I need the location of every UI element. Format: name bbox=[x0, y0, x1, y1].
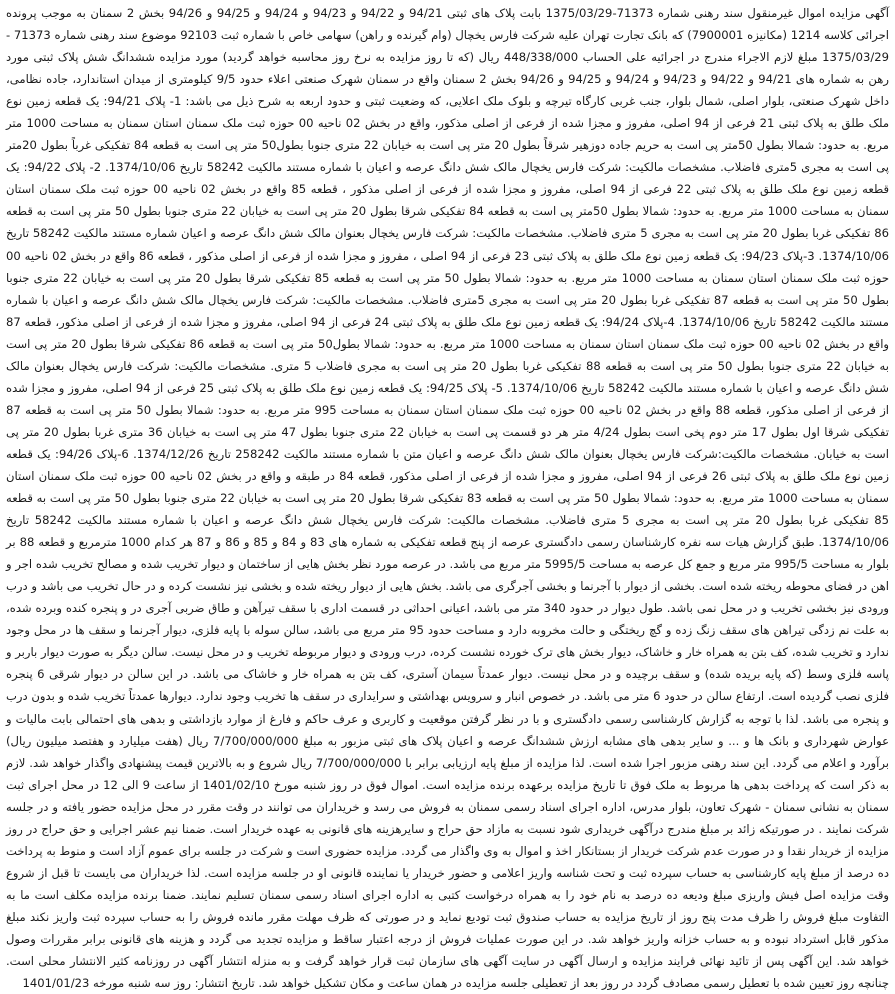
auction-notice-text: آگهی مزایده اموال غیرمنقول سند رهنی شماره 71373-1375/03/29 بابت پلاک های ثبتی 94/21 و 94/22 و 94/23 و 94/24 و 94/25 و 94/26 بخش 2 سمنان به موجب پرونده اجرائی کلاسه 1214 (مکانیزه 7900001) که بانک تجارت تهران علیه شرکت فارس یخچال (وام گیرنده و راهن) سهامی خاص با شماره ثبت 92103 موضوع سند رهنی شماره 71373 - 1375/03/29 مبلغ لازم الاجراء مندرج در اجرائیه علی الحساب 448/338/000 ریال (که تا روز مزایده به نرخ روز محاسبه خواهد گردید) مورد مزایده ششدانگ شش پلاک ثبتی مورد رهن به شماره های 94/21 و 94/22 و 94/23 و 94/24 و 94/25 و 94/26 بخش 2 سمنان واقع در سمنان شهرک صنعتی اعلاء حدود 9/5 کیلومتری از میدان استاندارد، جاده نظامی، داخل شهرک صنعتی، بلوار اصلی، شمال بلوار، جنب غربی کارگاه تیرچه و بلوک ملک اعلایی، که وضعیت ثبتی و حدود اربعه به شرح ذیل می باشد: 1- پلاک 94/21: یک قطعه زمین نوع ملک طلق به پلاک ثبتی 21 فرعی از 94 اصلی، مفروز و مجزا شده از فرعی از اصلی مذکور، واقع در بخش 02 ناحیه 00 حوزه ثبت ملک سمنان استان سمنان به مساحت 1000 متر مربع. به حدود: شمالا بطول 50متر پی است به حریم جاده دوزهیر شرقاً بطول 20 متر پی است به خیابان 22 متری جنوبا بطول50 متر پی است به قطعه 84 تفکیکی غرباً بطول 20متر پی است به مجری 5متری فاضلاب. مشخصات مالکیت: شرکت فارس یخچال مالک شش دانگ عرصه و اعیان با شماره مستند مالکیت 58242 تاریخ 1374/10/06. 2- پلاک 94/22: یک قطعه زمین نوع ملک طلق به پلاک ثبتی 22 فرعی از 94 اصلی، مفروز و مجزا شده از فرعی از اصلی مذکور ، قطعه 85 واقع در بخش 02 ناحیه 00 حوزه ثبت ملک سمنان استان سمنان به مساحت 1000 متر مربع. به حدود: شمالا بطول 50متر پی است به قطعه 84 تفکیکی شرقا بطول 20 متر پی است به خیابان 22 متری جنوبا بطول 50 متر پی است به قطعه 86 تفکیکی غربا بطول 20 متر پی است به مجری 5 متری فاضلاب. مشخصات مالکیت: شرکت فارس یخچال بعنوان مالک شش دانگ عرصه و اعیان شماره مستند مالکیت 58242 تاریخ 1374/10/06. 3-پلاک 94/23: یک قطعه زمین نوع ملک طلق به پلاک ثبتی 23 فرعی از 94 اصلی ، مفروز و مجزا شده از فرعی از اصلی مذکور ، قطعه 86 واقع در بخش 02 ناحیه 00 حوزه ثبت ملک سمنان استان سمنان به مساحت 1000 متر مربع. به حدود: شمالا بطول 50 متر پی است به قطعه 85 تفکیکی شرقا بطول 20 متر پی است به خیابان 22 متری جنوبا بطول 50 متر پی است به قطعه 87 تفکیکی غربا بطول 20 متر پی است به مجری 5متری فاضلاب. مشخصات مالکیت: شرکت فارس یخچال مالک شش دانگ عرصه و اعیان با شماره مستند مالکیت 58242 تاریخ 1374/10/06. 4-پلاک 94/24: یک قطعه زمین نوع ملک طلق به پلاک ثبتی 24 فرعی از 94 اصلی، مفروز و مجزا شده از فرعی از اصلی مذکور، قطعه 87 واقع در بخش 02 ناحیه 00 حوزه ثبت ملک سمنان استان سمنان به مساحت 1000 متر مربع. به حدود: شمالا بطول50 متر پی است به قطعه 86 تفکیکی شرقا بطول 20 متر پی است به خیابان 22 متری جنوبا بطول 50 متر پی است به قطعه 88 تفکیکی غربا بطول 20 متر پی است به مجری فاضلاب 5 متری. مشخصات مالکیت: شرکت فارس یخچال بعنوان مالک شش دانگ عرصه و اعیان با شماره مستند مالکیت 58242 تاریخ 1374/10/06. 5- پلاک 94/25: یک قطعه زمین نوع ملک طلق به پلاک ثبتی 25 فرعی از 94 اصلی، مفروز و مجزا شده از فرعی از اصلی مذکور، قطعه 88 واقع در بخش 02 ناحیه 00 حوزه ثبت ملک سمنان استان سمنان به مساحت 995 متر مربع. به حدود: شمالا بطول 50 متر پی است به قطعه 87 تفکیکی شرقا اول بطول 17 متر دوم پخی است بطول 4/24 متر هر دو قسمت پی است به خیابان 22 متری جنوبا بطول 47 متر پی است به خیابان 36 متری غربا بطول 20 متر پی است به خیابان. مشخصات مالکیت:شرکت فارس یخچال بعنوان مالک شش دانگ عرصه و اعیان متن با شماره مستند مالکیت 258242 تاریخ 1374/12/26. 6-پلاک 94/26: یک قطعه زمین نوع ملک طلق به پلاک ثبتی 26 فرعی از 94 اصلی، مفروز و مجزا شده از فرعی از اصلی مذکور، قطعه 84 در طبقه و واقع در بخش 02 ناحیه 00 حوزه ثبت ملک سمنان استان سمنان به مساحت 1000 متر مربع. به حدود: شمالا بطول 50 متر پی است به قطعه 83 تفکیکی شرقا بطول 20 متر پی است به خیابان 22 متری جنوبا بطول 50 متر پی است به قطعه 85 تفکیکی غربا بطول 20 متر پی است به مجری 5 متری فاضلاب. مشخصات مالکیت: شرکت فارس یخچال شش دانگ عرصه و اعیان با شماره مستند مالکیت 58242 تاریخ 1374/10/06. طبق گزارش هیات سه نفره کارشناسان رسمی دادگستری عرصه از پنج قطعه تفکیکی به شماره های 83 و 84 و 85 و 86 و 87 هر کدام 1000 مترمربع و قطعه 88 بر بلوار به مساحت 995/5 متر مربع و جمع کل عرصه به مساحت 5995/5 متر مربع می باشد. در عرصه مورد نظر بخش هایی از ساختمان و دیوار تخریب شده و مصالح تخریب شده اجر و اهن در فضای محوطه ریخته شده است. بخشی از دیوار با آجرنما و بخشی آجرگری می باشد. بخش هایی از دیوار ریخته شده و بخشی نیز نشست کرده و در حال تخریب می باشد و درب ورودی نیز بخشی تخریب و در محل نمی باشد. طول دیوار در حدود 340 متر می باشد، اعیانی احداثی در قسمت اداری با سقف تیرآهن و طاق ضربی آجری در و پنجره کنده وبرده شده، به علت نم زدگی تیراهن های سقف زنگ زده و گچ ریختگی و حالت مخروبه دارد و مساحت حدود 95 متر مربع می باشد، سالن سوله با پایه فلزی، دیوار آجرنما و سقف ها در محل وجود ندارد و تخریب شده، کف بتن به همراه خار و خاشاک، دیوار بخش های ترک خورده نشست کرده، درب ورودی و دیوار مربوطه تخریب و در محل نیست. سالن دیگر به صورت دیوار باربر و پاسه فلزی وسط (که پایه بریده شده) و سقف برچیده و در محل نیست. دیوار عمدتاً سیمان آستری، کف بتن به همراه خار و خاشاک می باشد. در این سالن در دیوار شرقی 6 پنجره فلزی نصب گردیده است. ارتفاع سالن در حدود 6 متر می باشد. در خصوص انبار و سرویس بهداشتی و سرایداری در سقف ها تخریب وجود ندارد. دیوارها عمدتاً تخریب شده و بدون درب و پنجره می باشد. لذا با توجه به گزارش کارشناسی رسمی دادگستری و با در نظر گرفتن موقعیت و کاربری و عرف حاکم و فارغ از موارد بازداشتی و بدهی های احتمالی بابت مالیات و عوارض شهرداری و بانک ها و ... و سایر بدهی های مشابه ارزش ششدانگ عرصه و اعیان پلاک های ثبتی مزبور به مبلغ 7/700/000/000 ریال (هفت میلیارد و هفتصد میلیون ریال) برآورد و اعلام می گردد. این سند رهنی مزبور اجرا شده است. لذا مزایده از مبلغ پایه ارزیابی برابر با 7/700/000/000 ریال شروع و به بالاترین قیمت پیشنهادی واگذار خواهد شد. لازم به ذکر است که پرداخت بدهی ها مربوط به ملک فوق تا تاریخ مزایده برعهده برنده مزایده است. اموال فوق در روز شنبه مورخ 1401/02/10 از ساعت 9 الی 12 در محل اجرای ثبت سمنان به نشانی سمنان - شهرک تعاون، بلوار مدرس، اداره اجرای اسناد رسمی سمنان به فروش می رسد و خریداران می توانند در وقت مقرر در محل مزایده حضور یافته و در جلسه شرکت نمایند . در صورتیکه زائد بر مبلغ مندرج درآگهی خریداری شود نسبت به مازاد حق حراج و سایرهزینه های قانونی به عهده خریدار است. ضمنا نیم عشر اجرایی و حق حراج در روز مزایده از خریدار نقدا و در صورت عدم شرکت خریدار از بستانکار اخذ و اموال به وی واگذار می گردد. مزایده حضوری است و شرکت در جلسه برای عموم آزاد است و منوط به پرداخت ده درصد از مبلغ پایه کارشناسی به حساب سپرده ثبت و تحت شناسه واریز اعلامی و حضور خریدار یا نماینده قانونی او در جلسه مزایده است. لذا خریداران می بایست تا قبل از شروع وقت مزایده اصل فیش واریزی مبلغ ودیعه ده درصد به نام خود را به همراه درخواست کتبی به اداره اجرای اسناد رسمی سمنان تسلیم نمایند. ضمنا برنده مزایده مکلف است ما به التفاوت مبلغ فروش را ظرف مدت پنج روز از تاریخ مزایده به حساب صندوق ثبت تودیع نماید و در صورتی که ظرف مهلت مقرر مانده فروش را به حساب سپرده ثبت واریز نکند مبلغ مذکور قابل استرداد نبوده و به حساب خزانه واریز خواهد شد. در این صورت عملیات فروش از درجه اعتبار ساقط و مزایده تجدید می گردد و هزینه های قانونی برابر مقررات وصول خواهد شد. این آگهی پس از تائید نهائی فرایند مزایده و ارسال آگهی در سایت آگهی های سازمان ثبت قرار خواهد گرفت و به منزله انتشار آگهی در روزنامه کثیر الانتشار محلی است. چنانچه روز تعیین شده با تعطیل رسمی مصادف گردد در روز بعد از تعطیلی جلسه مزایده در همان ساعت و مکان تشکیل خواهد شد. تاریخ انتشار: روز سه شنبه مورخه 1401/01/23 bbox=[6, 6, 890, 991]
